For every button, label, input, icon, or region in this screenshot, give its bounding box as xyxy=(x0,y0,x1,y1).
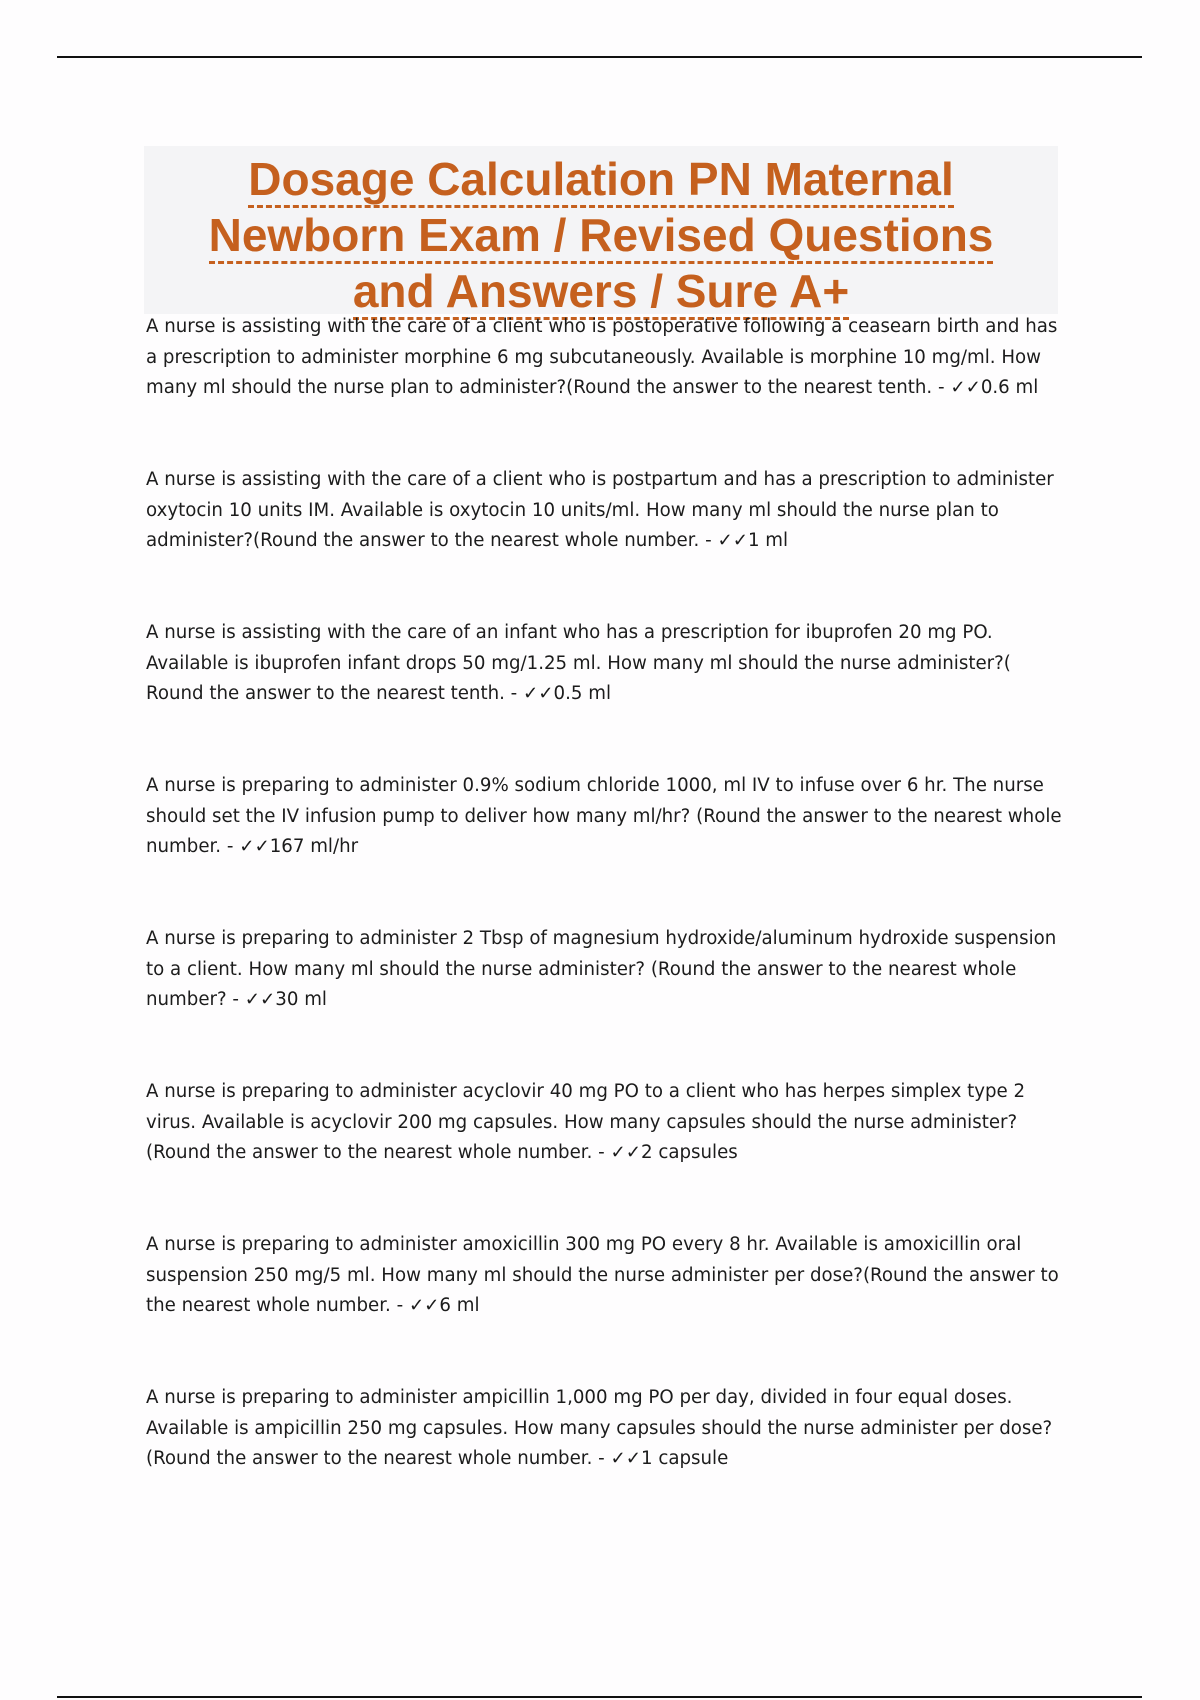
check-icon: ✓✓ xyxy=(244,989,276,1010)
check-icon: ✓✓ xyxy=(610,1448,641,1469)
answer-with-check xyxy=(950,377,1038,398)
answer-text: 6 ml xyxy=(439,1295,480,1316)
answer-with-check xyxy=(239,836,358,857)
title-line-2: Newborn Exam / Revised Questions xyxy=(209,209,994,264)
question-list xyxy=(146,312,1066,1536)
answer-with-check xyxy=(245,989,327,1010)
qa-item-7 xyxy=(146,1230,1066,1383)
qa-item-6 xyxy=(146,1077,1066,1230)
check-icon: ✓✓ xyxy=(950,377,981,398)
qa-item-2 xyxy=(146,465,1066,618)
question-text: A nurse is preparing to administer 2 Tbsp of magnesium hydroxide/aluminum hydroxide suspension to a client. How many ml should the nurse administer? (Round the answer to the nearest whole number? - xyxy=(146,928,1057,1010)
check-icon: ✓✓ xyxy=(610,1142,641,1163)
answer-with-check xyxy=(611,1448,729,1469)
document-title xyxy=(144,151,1058,319)
qa-item-3 xyxy=(146,618,1066,771)
qa-item-4 xyxy=(146,771,1066,924)
answer-text: 1 capsule xyxy=(640,1448,729,1469)
answer-text: 30 ml xyxy=(275,989,327,1010)
footer-rule xyxy=(57,1696,1142,1698)
question-text: A nurse is preparing to administer acyclovir 40 mg PO to a client who has herpes simplex type 2 virus. Available is acyclovir 200 mg capsules. How many capsules should the nurse administer? (Round the answer to the nearest whole number. - xyxy=(146,1081,1026,1163)
header-rule xyxy=(57,56,1142,58)
question-text: A nurse is preparing to administer amoxicillin 300 mg PO every 8 hr. Available is amoxicillin oral suspension 250 mg/5 ml. How many ml should the nurse administer per dose?(Round the answer to the nearest whole number. - xyxy=(146,1234,1059,1316)
question-text: A nurse is preparing to administer ampicillin 1,000 mg PO per day, divided in four equal doses. Available is ampicillin 250 mg capsules. How many capsules should the nurse administer per dose?(Round the answer to the nearest whole number. - xyxy=(146,1387,1053,1469)
question-text: A nurse is assisting with the care of an infant who has a prescription for ibuprofen 20 mg PO. Available is ibuprofen infant drops 50 mg/1.25 ml. How many ml should the nurse administer?( Round the answer to the nearest tenth. - xyxy=(146,622,1011,704)
check-icon: ✓✓ xyxy=(523,683,554,704)
answer-text: 167 ml/hr xyxy=(269,836,359,857)
qa-item-5 xyxy=(146,924,1066,1077)
title-line-1: Dosage Calculation PN Maternal xyxy=(248,153,954,208)
answer-text: 2 capsules xyxy=(640,1142,738,1163)
answer-with-check xyxy=(611,1142,738,1163)
question-text: A nurse is preparing to administer 0.9% sodium chloride 1000, ml IV to infuse over 6 hr. The nurse should set the IV infusion pump to deliver how many ml/hr? (Round the answer to the nearest whole number. - xyxy=(146,775,1062,857)
check-icon: ✓✓ xyxy=(239,836,270,857)
check-icon: ✓✓ xyxy=(717,530,748,551)
answer-with-check xyxy=(409,1295,480,1316)
title-line-3: and Answers / Sure A+ xyxy=(353,265,849,320)
question-text: A nurse is assisting with the care of a client who is postpartum and has a prescription to administer oxytocin 10 units IM. Available is oxytocin 10 units/ml. How many ml should the nurse plan to administer?(Round the answer to the nearest whole number. - xyxy=(146,469,1054,551)
answer-with-check xyxy=(523,683,611,704)
answer-text: 1 ml xyxy=(747,530,789,551)
title-banner xyxy=(144,146,1058,317)
qa-item-1 xyxy=(146,312,1066,465)
qa-item-8 xyxy=(146,1383,1066,1536)
answer-text: 0.5 ml xyxy=(553,683,612,704)
answer-with-check xyxy=(717,530,788,551)
question-text: A nurse is assisting with the care of a client who is postoperative following a ceasearn birth and has a prescription to administer morphine 6 mg subcutaneously. Available is morphine 10 mg/ml. How many ml should the nurse plan to administer?(Round the answer to the nearest tenth. - xyxy=(146,316,1058,398)
check-icon: ✓✓ xyxy=(408,1295,440,1316)
answer-text: 0.6 ml xyxy=(980,377,1039,398)
